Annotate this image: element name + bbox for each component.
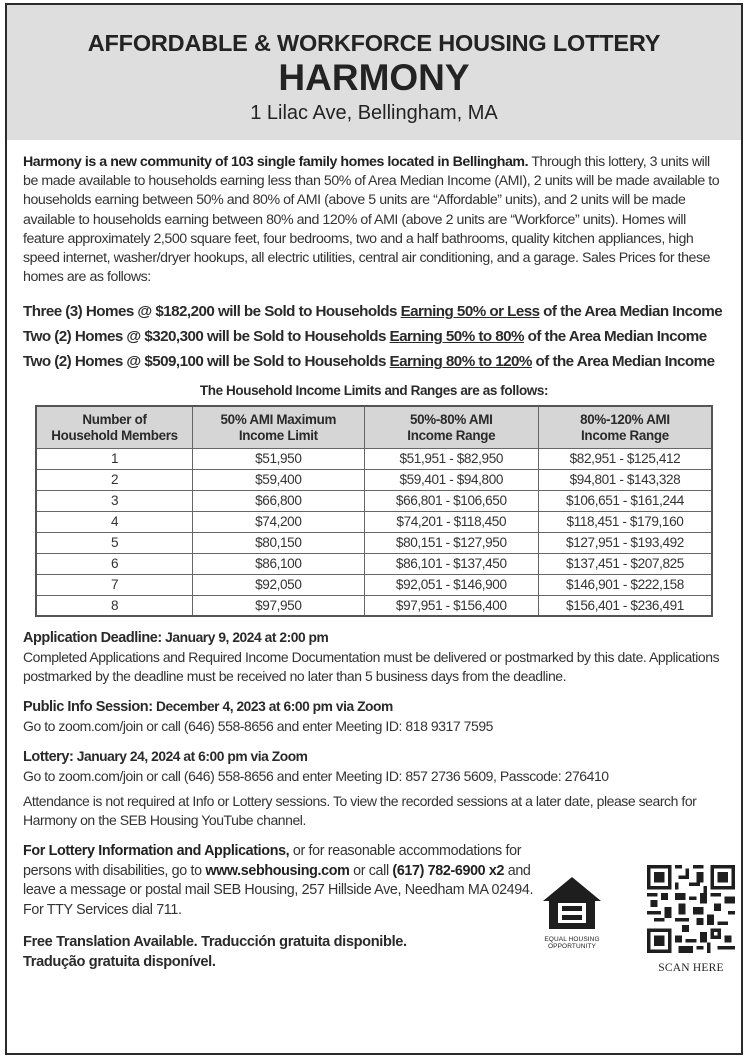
info-session-value: December 4, 2023 at 6:00 pm via Zoom (152, 699, 393, 715)
table-cell: $92,050 (193, 574, 364, 595)
qr-caption: SCAN HERE (658, 962, 724, 975)
table-cell: $92,051 - $146,900 (364, 574, 538, 595)
deadline-value: January 9, 2024 at 2:00 pm (161, 630, 329, 646)
table-cell: $66,801 - $106,650 (364, 490, 538, 511)
intro-lead: Harmony is a new community of 103 single family homes located in Bellingham. (23, 154, 529, 170)
info-session-body: Go to zoom.com/join or call (646) 558-8656 and enter Meeting ID: 818 9317 7595 (23, 718, 493, 735)
table-row (36, 574, 712, 595)
deadline-label: Application Deadline: (23, 630, 162, 647)
website-link[interactable]: www.sebhousing.com (205, 862, 350, 879)
eho-text: OPPORTUNITY (548, 943, 596, 951)
table-body (36, 448, 712, 616)
header-50-80-ami-range: 50%-80% AMI Income Range (364, 406, 538, 448)
development-name: HARMONY (278, 57, 470, 98)
contact-paragraph: For Lottery Information and Applications, or for reasonable accommodations for persons with disabilities, go to www.sebhousing.com or call (617) 782-6900 x2 and leave a message or postal mail SEB Housing, 257 Hillside Ave, Needham MA 02494. For TTY Services dial 711. (23, 843, 534, 918)
price-income-band: Earning 50% or Less (400, 303, 540, 321)
table-cell: $80,150 (193, 532, 364, 553)
intro-text: Through this lottery, 3 units will be made available to households earning less than 50% of Area Median Income (AMI), 2 units will be made available to households earning between 50% and 80% of AMI (above 5 units are “Affordable” units), and 2 units will be made available to households earning between 80% and 120% of AMI (above 2 units are “Workforce” units). Homes will feature approximately 2,500 square feet, four bedrooms, two and a half bathrooms, quality kitchen appliances, high speed internet, washer/dryer hookups, all electric utilities, central air conditioning, and a garage. Sales Prices for these homes are as follows: (23, 154, 720, 286)
table-cell: $156,401 - $236,491 (538, 595, 712, 616)
table-cell: $74,201 - $118,450 (364, 511, 538, 532)
table-cell: $86,100 (193, 553, 364, 574)
table-row (36, 469, 712, 490)
price-line (23, 324, 725, 349)
table-cell: $51,951 - $82,950 (364, 448, 538, 469)
price-income-band: Earning 80% to 120% (389, 353, 532, 371)
table-cell: $66,800 (193, 490, 364, 511)
qr-code[interactable] (645, 865, 737, 974)
table-cell: $97,950 (193, 595, 364, 616)
flyer-title: AFFORDABLE & WORKFORCE HOUSING LOTTERY (87, 30, 661, 56)
table-header-row (36, 406, 712, 448)
table-row (36, 553, 712, 574)
price-text: of the Area Median Income (539, 303, 723, 321)
table-cell: $59,400 (193, 469, 364, 490)
header-household-members: Number of Household Members (36, 406, 193, 448)
lottery-label: Lottery: (23, 749, 74, 766)
flyer-content (7, 140, 741, 992)
table-cell: 3 (36, 490, 193, 511)
price-text: of the Area Median Income (523, 328, 707, 346)
development-address: 1 Lilac Ave, Bellingham, MA (250, 102, 498, 124)
table-cell: $137,451 - $207,825 (538, 553, 712, 574)
contact-area (23, 842, 725, 992)
qr-code-icon[interactable] (647, 865, 735, 953)
lottery-session (23, 747, 725, 830)
header-50-ami-limit: 50% AMI Maximum Income Limit (193, 406, 364, 448)
equal-housing-house-icon (541, 875, 603, 931)
price-text: Two (2) Homes @ $320,300 will be Sold to Households (23, 328, 390, 346)
deadline-body: Completed Applications and Required Income Documentation must be delivered or postmarked by this date. Applications postmarked by the deadline must be received no later than 5 business days from the deadline. (23, 649, 720, 685)
flyer (5, 3, 743, 1055)
table-cell: 6 (36, 553, 193, 574)
price-text: Two (2) Homes @ $509,100 will be Sold to Households (23, 353, 390, 371)
intro-paragraph (23, 153, 725, 287)
price-text: of the Area Median Income (531, 353, 715, 371)
table-cell: 1 (36, 448, 193, 469)
lottery-value: January 24, 2024 at 6:00 pm via Zoom (73, 749, 308, 765)
table-cell: $59,401 - $94,800 (364, 469, 538, 490)
translation-notice: Free Translation Available. Traducción gratuita disponible. Tradução gratuita disponível. (23, 934, 407, 971)
table-cell: $97,951 - $156,400 (364, 595, 538, 616)
price-text: Three (3) Homes @ $182,200 will be Sold to Households (23, 303, 401, 321)
contact-lead: For Lottery Information and Applications, (23, 843, 290, 860)
table-cell: 5 (36, 532, 193, 553)
table-cell: $127,951 - $193,492 (538, 532, 712, 553)
table-row (36, 595, 712, 616)
attendance-note: Attendance is not required at Info or Lottery sessions. To view the recorded sessions at a later date, please search for Harmony on the SEB Housing YouTube channel. (23, 793, 697, 829)
table-cell: $86,101 - $137,450 (364, 553, 538, 574)
income-limits-table (35, 405, 713, 617)
sales-prices (23, 299, 725, 374)
table-cell: $106,651 - $161,244 (538, 490, 712, 511)
table-cell: 8 (36, 595, 193, 616)
table-cell: $82,951 - $125,412 (538, 448, 712, 469)
price-line (23, 349, 725, 374)
table-row (36, 511, 712, 532)
public-info-session (23, 697, 725, 736)
lottery-body: Go to zoom.com/join or call (646) 558-8656 and enter Meeting ID: 857 2736 5609, Passcode: 276410 (23, 768, 609, 785)
table-caption: The Household Income Limits and Ranges are as follows: (199, 383, 549, 399)
table-cell: $94,801 - $143,328 (538, 469, 712, 490)
table-row (36, 490, 712, 511)
table-row (36, 448, 712, 469)
phone-number[interactable]: (617) 782-6900 x2 (392, 862, 505, 879)
application-deadline (23, 628, 725, 686)
table-cell: $146,901 - $222,158 (538, 574, 712, 595)
table-cell: $51,950 (193, 448, 364, 469)
price-line (23, 299, 725, 324)
table-cell: 2 (36, 469, 193, 490)
header-80-120-ami-range: 80%-120% AMI Income Range (538, 406, 712, 448)
table-cell: $74,200 (193, 511, 364, 532)
price-income-band: Earning 50% to 80% (389, 328, 524, 346)
table-cell: $118,451 - $179,160 (538, 511, 712, 532)
eho-text: EQUAL HOUSING (544, 936, 600, 944)
table-cell: $80,151 - $127,950 (364, 532, 538, 553)
table-cell: 4 (36, 511, 193, 532)
header-banner (7, 5, 741, 140)
table-cell: 7 (36, 574, 193, 595)
equal-housing-logo (532, 875, 612, 950)
table-row (36, 532, 712, 553)
info-session-label: Public Info Session: (23, 699, 153, 716)
